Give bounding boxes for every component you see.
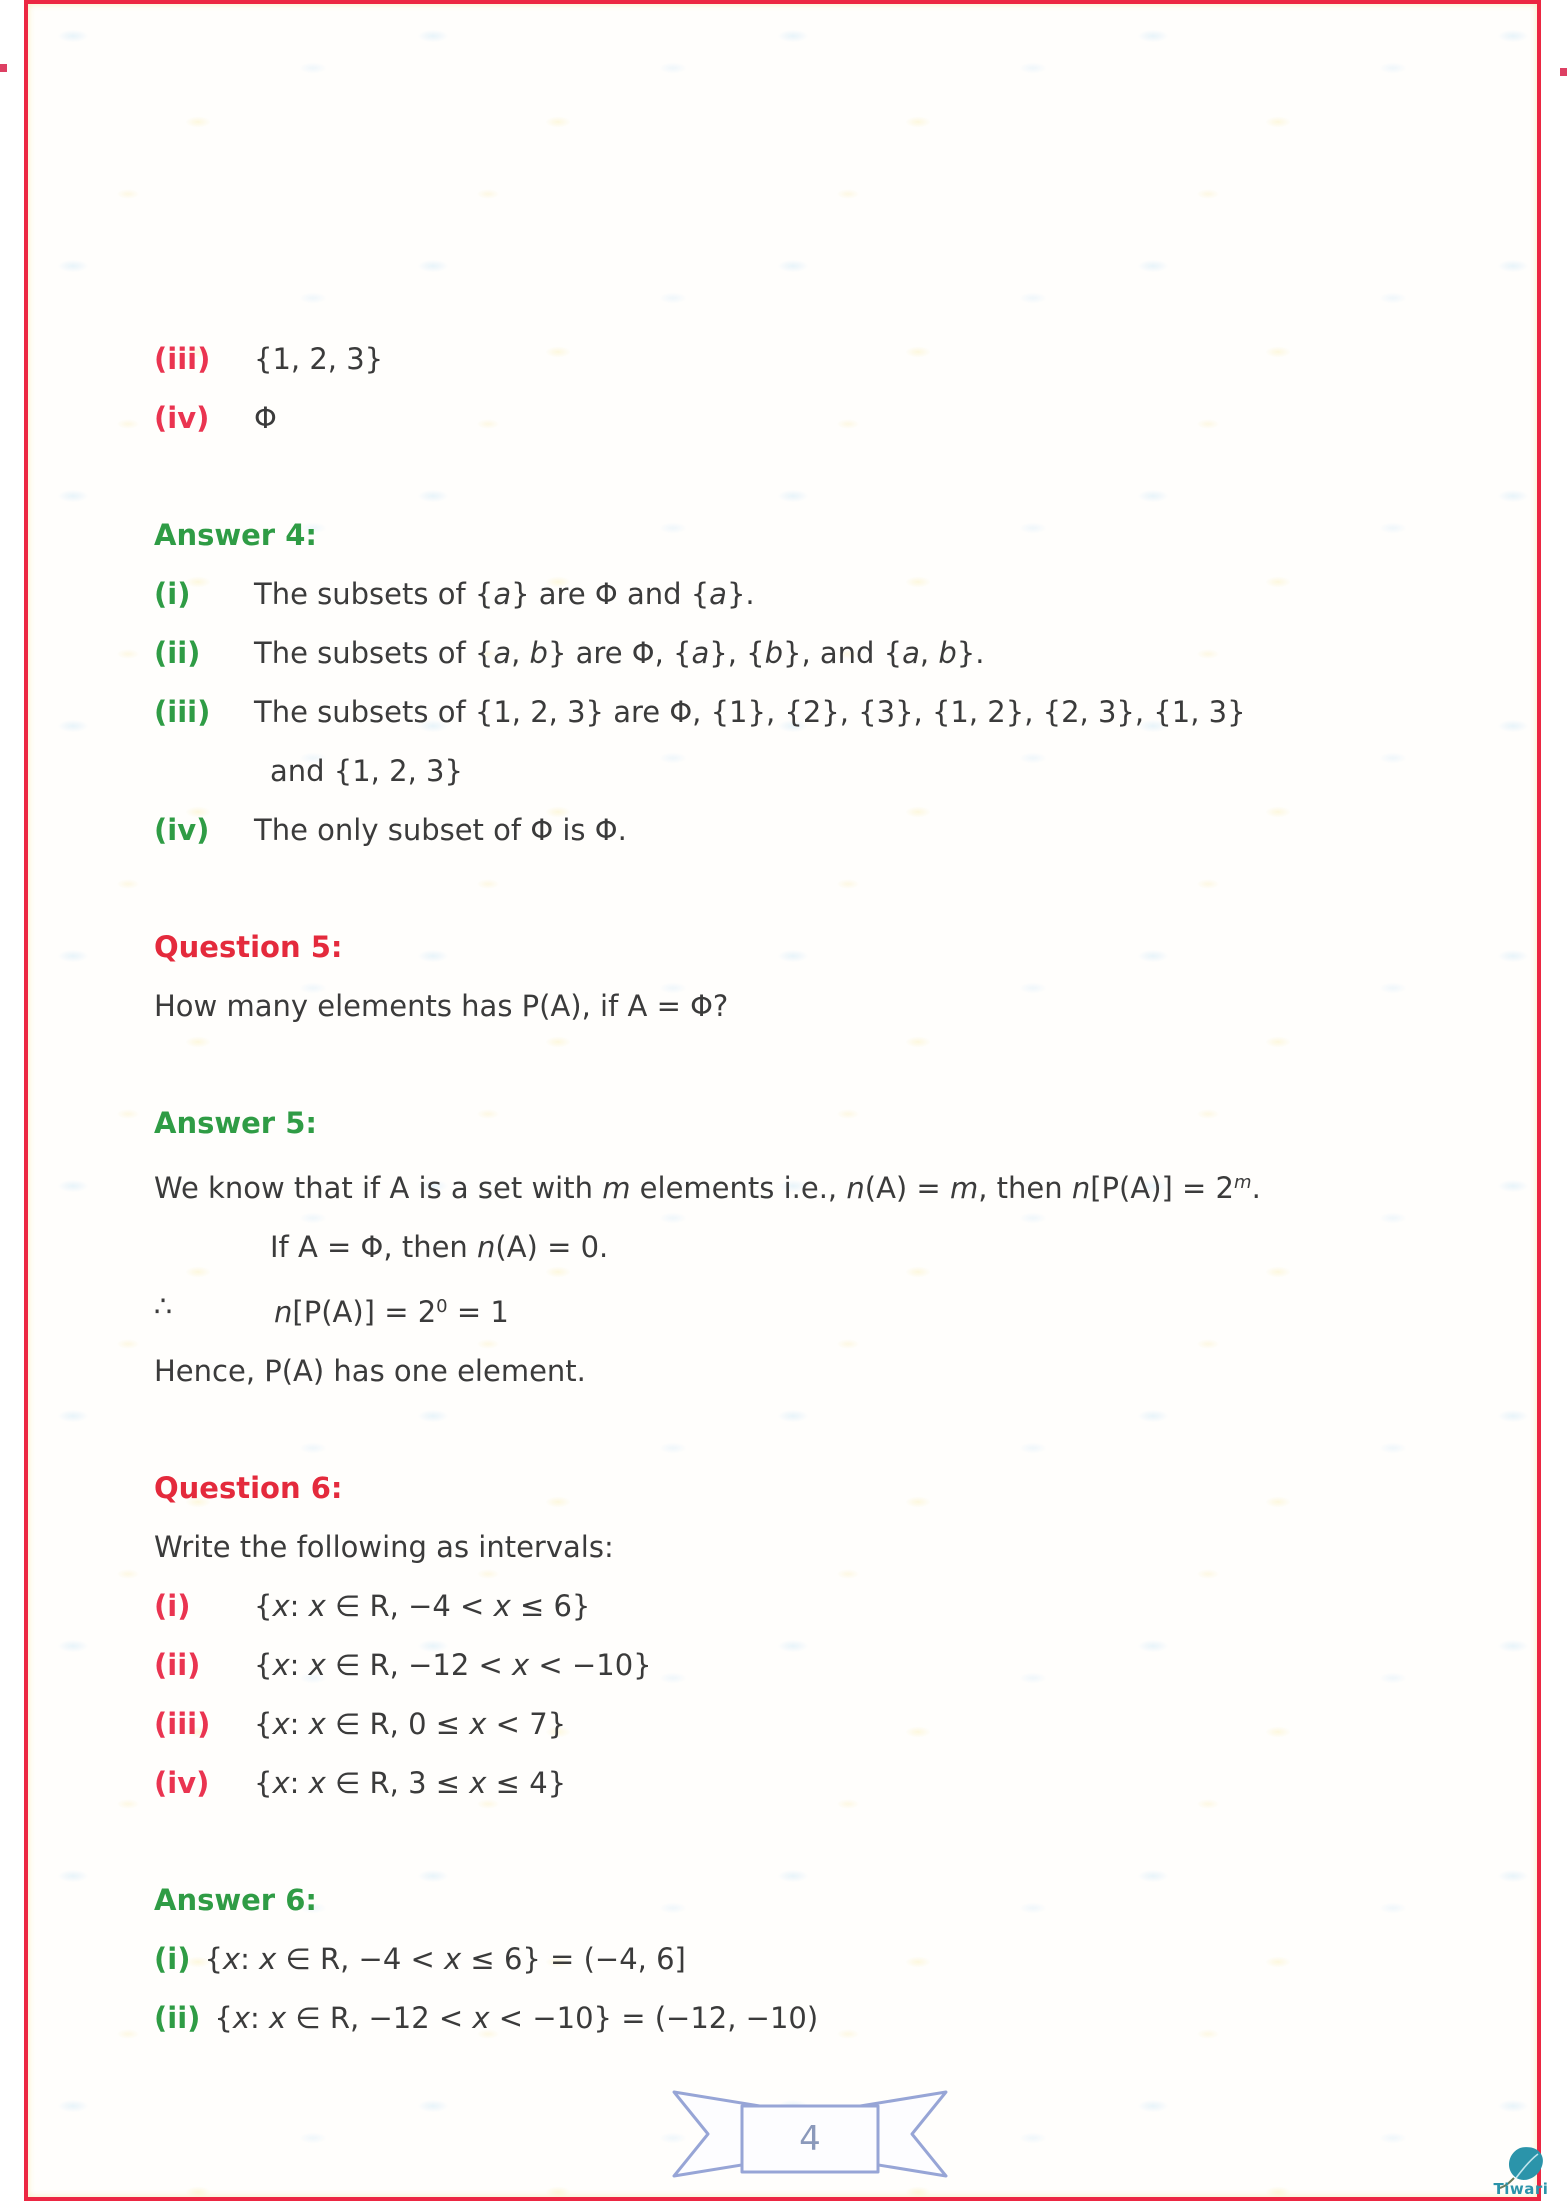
answer4-item-iv [154, 801, 1505, 860]
item-label: (iii) [154, 695, 211, 729]
item-label: (ii) [154, 636, 201, 670]
item-text: The subsets of {1, 2, 3} are Φ, {1}, {2}, {3}, {1, 2}, {2, 3}, {1, 3} [254, 695, 1246, 729]
therefore-symbol: ∴ [154, 1289, 173, 1323]
item-label: (iii) [154, 342, 211, 376]
item-text: The only subset of Φ is Φ. [254, 813, 627, 847]
item-label: (i) [154, 1589, 191, 1623]
answer-5-heading: Answer 5: [154, 1106, 317, 1140]
answer6-item-i [154, 1930, 1505, 1989]
item-label: (i) [154, 1942, 191, 1976]
item-label: (iii) [154, 1707, 211, 1741]
question-6-text: Write the following as intervals: [154, 1530, 614, 1564]
q4-answer-item-iv-top [154, 389, 1505, 448]
answer4-item-ii [154, 624, 1505, 683]
answer-6-heading: Answer 6: [154, 1883, 317, 1917]
item-label: (iv) [154, 1766, 210, 1800]
q6-item-iii [154, 1695, 1505, 1754]
page-number-ribbon [660, 2082, 960, 2187]
answer5-line-1: We know that if A is a set with m elements i.e., n(A) = m, then $n[P(A)] = 2^m$. [154, 1171, 1261, 1205]
answer5-conclusion: Hence, P(A) has one element. [154, 1354, 586, 1388]
item-label: (i) [154, 577, 191, 611]
item-text: {x: x ∈ R, −4 < x ≤ 6} = (−4, 6] [204, 1942, 686, 1976]
answer4-item-iii [154, 683, 1505, 742]
answer-4-heading: Answer 4: [154, 518, 317, 552]
answer5-line-2: If A = Φ, then n(A) = 0. [270, 1230, 609, 1264]
item-label: (iv) [154, 813, 210, 847]
page-content [24, 0, 1541, 2048]
right-crop-mark [1560, 68, 1567, 76]
question-5-heading: Question 5: [154, 930, 343, 964]
question-6-heading: Question 6: [154, 1471, 343, 1505]
tiwari-academy-logo [1490, 2144, 1552, 2204]
item-label: (ii) [154, 2001, 201, 2035]
q4-answer-item-iii-top [154, 330, 1505, 389]
item-text: {x: x ∈ R, −4 < x ≤ 6} [254, 1589, 591, 1623]
item-label: (iv) [154, 401, 210, 435]
logo-text: Tiwari [1493, 2180, 1549, 2198]
item-text: {x: x ∈ R, 0 ≤ x < 7} [254, 1707, 567, 1741]
item-text: {x: x ∈ R, −12 < x < −10} = (−12, −10) [214, 2001, 819, 2035]
item-text: {x: x ∈ R, −12 < x < −10} [254, 1648, 652, 1682]
answer6-item-ii [154, 1989, 1505, 2048]
answer4-item-i [154, 565, 1505, 624]
q6-item-ii [154, 1636, 1505, 1695]
question-5-text: How many elements has P(A), if A = Φ? [154, 989, 729, 1023]
q6-item-i [154, 1577, 1505, 1636]
page-number: 4 [799, 2119, 821, 2159]
item-text: {1, 2, 3} [254, 342, 384, 376]
equation-text: $n[P(A)] = 2^0 = 1$ [274, 1295, 509, 1329]
answer4-item-iii-continuation: and {1, 2, 3} [270, 754, 463, 788]
answer5-line-3 [154, 1277, 1505, 1342]
item-text: {x: x ∈ R, 3 ≤ x ≤ 4} [254, 1766, 567, 1800]
item-label: (ii) [154, 1648, 201, 1682]
item-text: The subsets of {a} are Φ and {a}. [254, 577, 755, 611]
item-text: The subsets of {a, b} are Φ, {a}, {b}, and {a, b}. [254, 636, 985, 670]
left-crop-mark [0, 64, 7, 72]
item-text: Φ [254, 401, 277, 435]
q6-item-iv [154, 1754, 1505, 1813]
